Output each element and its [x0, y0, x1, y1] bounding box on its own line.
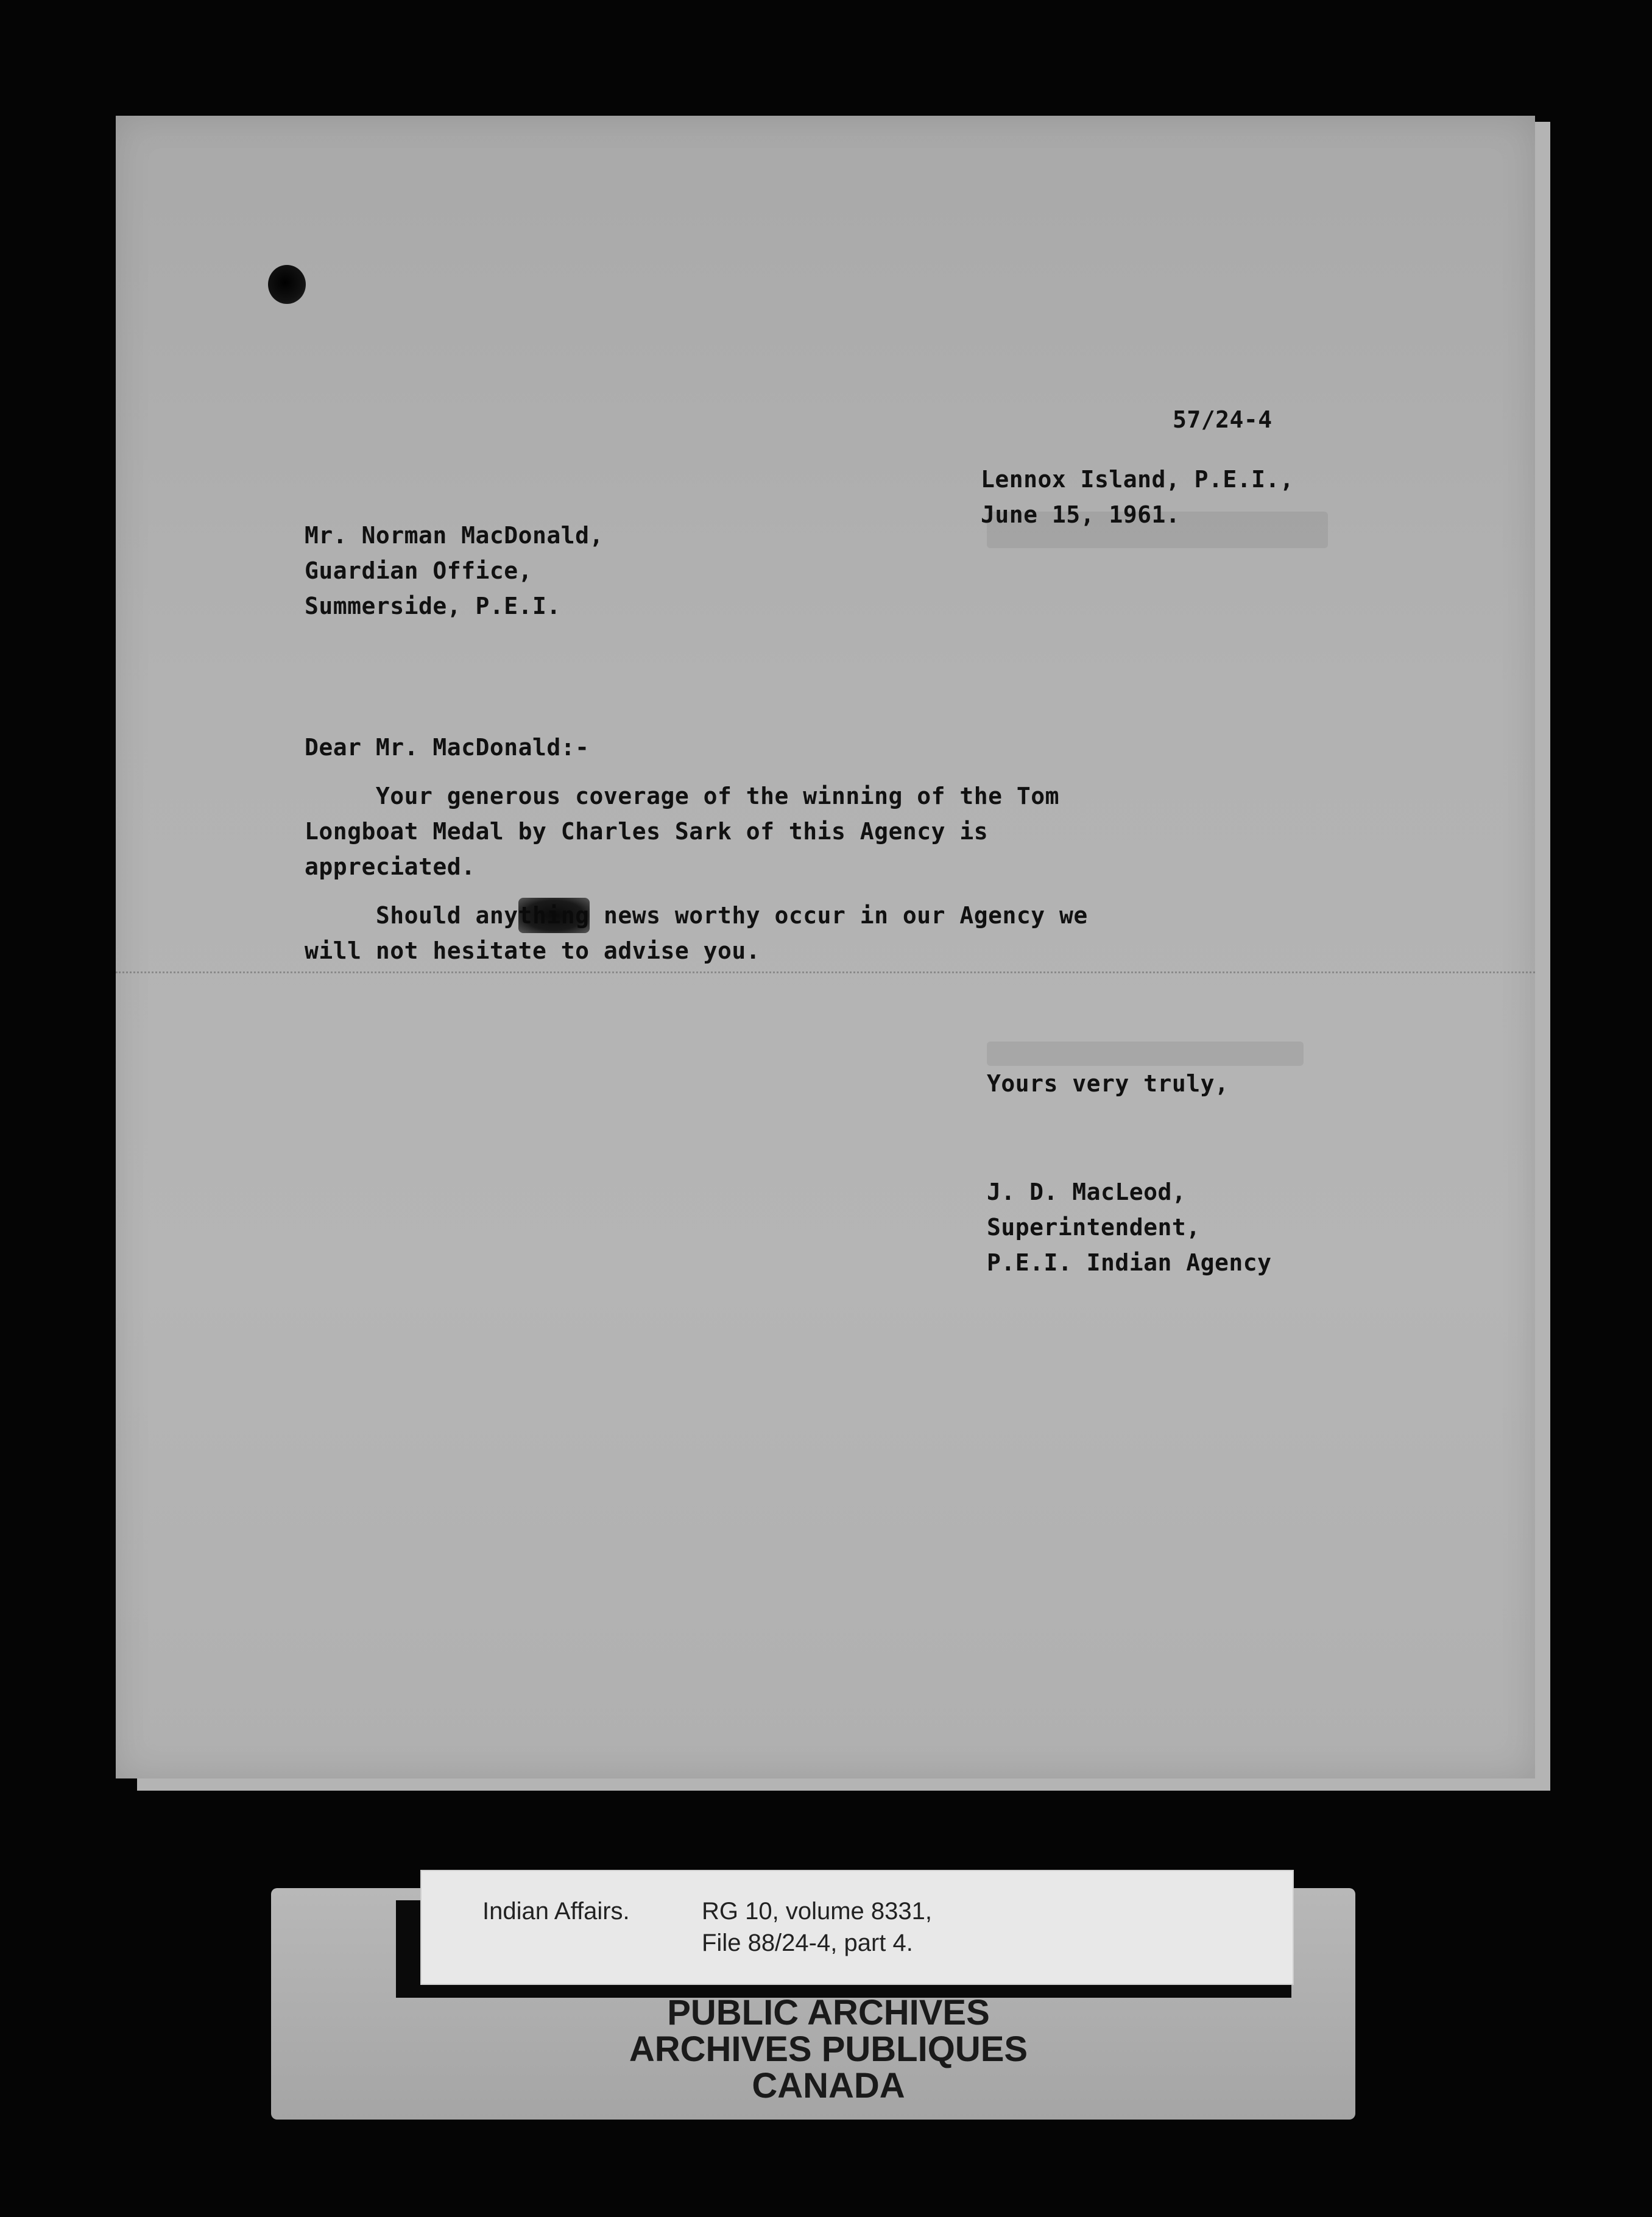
- archive-stamp-english: PUBLIC ARCHIVES: [667, 1993, 990, 2032]
- paragraph1-line3: appreciated.: [305, 853, 476, 880]
- recipient-city: Summerside, P.E.I.: [305, 593, 561, 619]
- closing: Yours very truly,: [987, 1070, 1229, 1097]
- archive-stamp-country: CANADA: [752, 2066, 905, 2106]
- paragraph2-line1: [305, 898, 1088, 933]
- paragraph2-rest: news worthy occur in our Agency we: [589, 902, 1088, 929]
- place-line: Lennox Island, P.E.I.,: [981, 466, 1294, 493]
- reference-line1: RG 10, volume 8331,: [702, 1898, 932, 1925]
- file-number: 57/24-4: [1173, 406, 1273, 433]
- archive-stamp: [524, 1995, 1133, 2104]
- paragraph1-line2: Longboat Medal by Charles Sark of this Agency is: [305, 818, 989, 845]
- ghost-impression: [987, 1042, 1304, 1066]
- fold-crease: [116, 971, 1535, 973]
- archive-stamp-french: ARCHIVES PUBLIQUES: [629, 2029, 1028, 2069]
- letter-page: [116, 116, 1535, 1778]
- recipient-name: Mr. Norman MacDonald,: [305, 522, 604, 549]
- collection-name: Indian Affairs.: [482, 1898, 630, 1925]
- signature-title: Superintendent,: [987, 1214, 1201, 1241]
- ink-smudge: thing: [518, 898, 590, 933]
- reference-line2: File 88/24-4, part 4.: [702, 1930, 913, 1956]
- salutation: Dear Mr. MacDonald:-: [305, 734, 590, 761]
- paragraph1-line1: Your generous coverage of the winning of the Tom: [305, 783, 1060, 809]
- signature-agency: P.E.I. Indian Agency: [987, 1249, 1272, 1276]
- reference-card: [420, 1870, 1294, 1985]
- recipient-office: Guardian Office,: [305, 557, 533, 584]
- paragraph2-start: Should any: [305, 902, 518, 929]
- paragraph2-line2: will not hesitate to advise you.: [305, 937, 761, 964]
- signature-name: J. D. MacLeod,: [987, 1179, 1187, 1205]
- punch-hole: [268, 265, 306, 304]
- date-line: June 15, 1961.: [981, 501, 1181, 528]
